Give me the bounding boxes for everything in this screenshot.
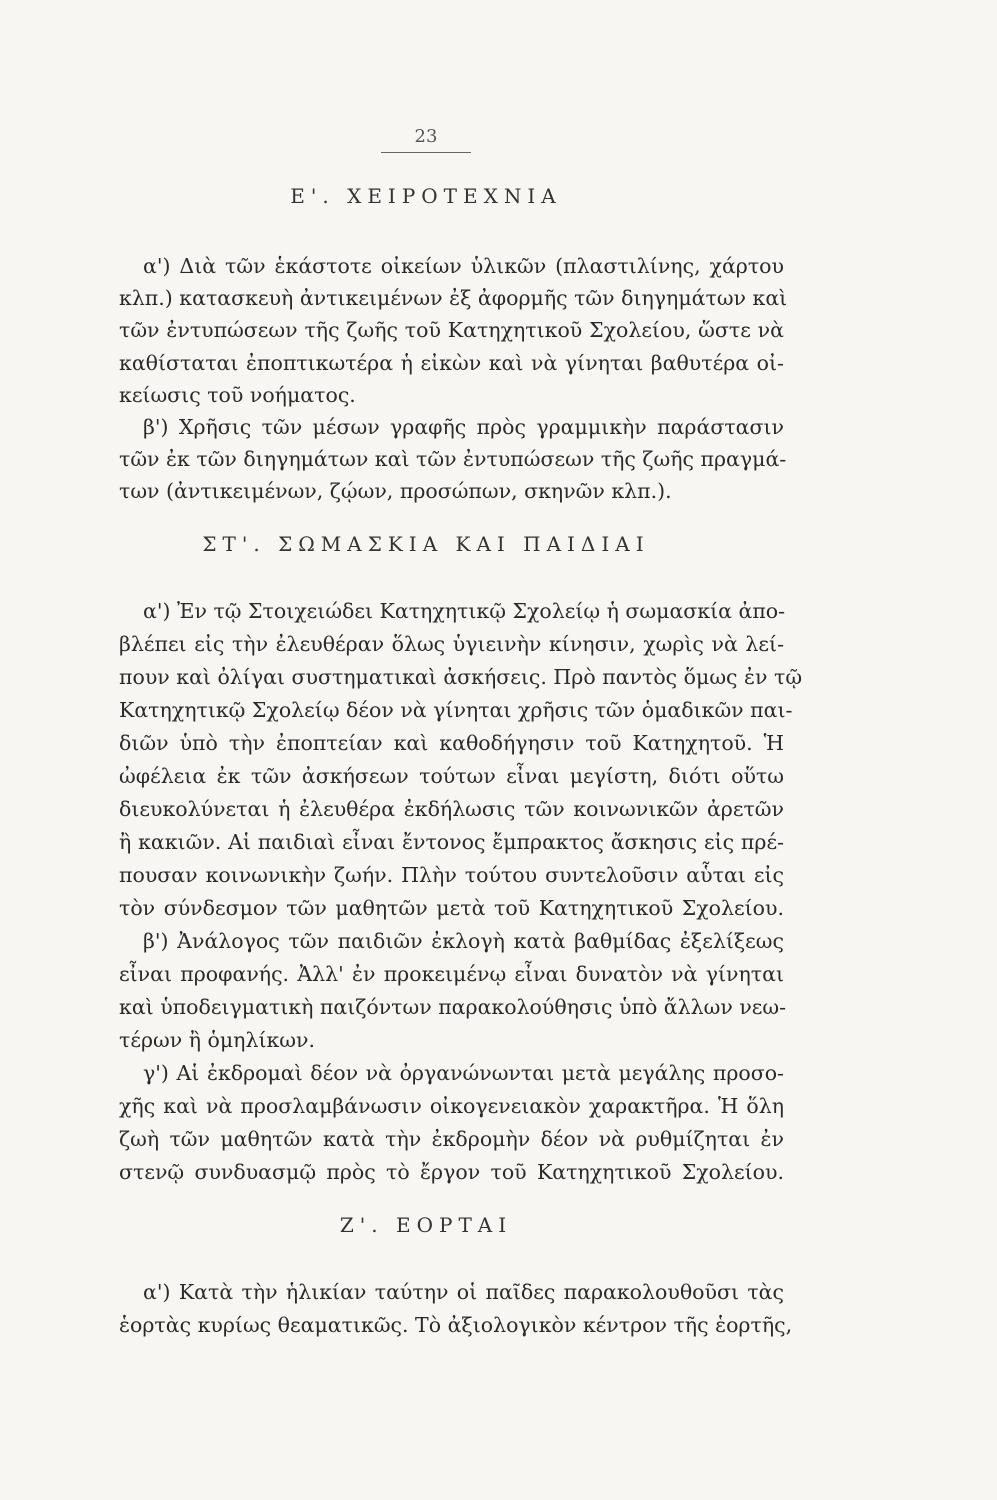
section-heading-somaskia: ΣΤ'. ΣΩΜΑΣΚΙΑ ΚΑΙ ΠΑΙΔΙΑΙ — [202, 532, 650, 556]
text-line: βλέπει εἰς τὴν ἐλευθέραν ὅλως ὑγιεινὴν κίνησιν, χωρὶς νὰ λεί- — [119, 632, 784, 656]
text-line: α') Διὰ τῶν ἑκάστοτε οἰκείων ὑλικῶν (πλαστιλίνης, χάρτου — [143, 254, 784, 278]
text-line: τῶν ἐντυπώσεων τῆς ζωῆς τοῦ Κατηχητικοῦ Σχολείου, ὥστε νὰ — [119, 318, 784, 342]
text-line: κλπ.) κατασκευὴ ἀντικειμένων ἐξ ἀφορμῆς τῶν διηγημάτων καὶ — [119, 286, 788, 310]
text-line: ἢ κακιῶν. Αἱ παιδιαὶ εἶναι ἔντονος ἔμπρακτος ἄσκησις εἰς πρέ- — [119, 830, 784, 854]
text-line: Κατηχητικῷ Σχολείῳ δέον νὰ γίνηται χρῆσις τῶν ὁμαδικῶν παι- — [119, 698, 793, 722]
text-line: διευκολύνεται ἡ ἐλευθέρα ἐκδήλωσις τῶν κοινωνικῶν ἀρετῶν — [119, 797, 784, 821]
text-line: εἶναι προφανής. Ἀλλ' ἐν προκειμένῳ εἶναι δυνατὸν νὰ γίνηται — [119, 962, 784, 986]
text-line: τέρων ἢ ὁμηλίκων. — [119, 1028, 315, 1052]
page-number: 23 — [414, 126, 438, 147]
section-heading-cheirotechnia: Ε'. ΧΕΙΡΟΤΕΧΝΙΑ — [290, 184, 562, 208]
text-line: κείωσις τοῦ νοήματος. — [119, 383, 356, 407]
text-line: ὠφέλεια ἐκ τῶν ἀσκήσεων τούτων εἶναι μεγίστη, διότι οὕτω — [119, 764, 784, 788]
text-line: β') Χρῆσις τῶν μέσων γραφῆς πρὸς γραμμικὴν παράστασιν — [143, 415, 784, 439]
text-line: ζωὴ τῶν μαθητῶν κατὰ τὴν ἐκδρομὴν δέον νὰ ρυθμίζηται ἐν — [119, 1127, 784, 1151]
text-line: πουν καὶ ὀλίγαι συστηματικαὶ ἀσκήσεις. Πρὸ παντὸς ὅμως ἐν τῷ — [119, 665, 803, 689]
text-line: πουσαν κοινωνικὴν ζωήν. Πλὴν τούτου συντελοῦσιν αὗται εἰς — [119, 863, 784, 887]
text-line: α') Ἐν τῷ Στοιχειώδει Κατηχητικῷ Σχολείῳ ἡ σωμασκία ἀπο- — [143, 599, 786, 623]
text-line: στενῷ συνδυασμῷ πρὸς τὸ ἔργον τοῦ Κατηχητικοῦ Σχολείου. — [119, 1160, 784, 1184]
text-line: καὶ ὑποδειγματικὴ παιζόντων παρακολούθησις ὑπὸ ἄλλων νεω- — [119, 995, 787, 1019]
text-line: των (ἀντικειμένων, ζῴων, προσώπων, σκηνῶν κλπ.). — [119, 479, 672, 503]
text-line: τὸν σύνδεσμον τῶν μαθητῶν μετὰ τοῦ Κατηχητικοῦ Σχολείου. — [119, 896, 784, 920]
text-line: γ') Αἱ ἐκδρομαὶ δέον νὰ ὀργανώνωνται μετὰ μεγάλης προσο- — [143, 1061, 784, 1085]
section-heading-eortai: Ζ'. ΕΟΡΤΑΙ — [339, 1213, 513, 1237]
text-line: καθίσταται ἐποπτικωτέρα ἡ εἰκὼν καὶ νὰ γίνηται βαθυτέρα οἰ- — [119, 351, 784, 375]
page-number-rule — [381, 152, 471, 153]
text-line: α') Κατὰ τὴν ἡλικίαν ταύτην οἱ παῖδες παρακολουθοῦσι τὰς — [143, 1280, 784, 1304]
text-line: χῆς καὶ νὰ προσλαμβάνωσιν οἰκογενειακὸν χαρακτῆρα. Ἡ ὅλη — [119, 1094, 784, 1118]
text-line: ἑορτὰς κυρίως θεαματικῶς. Τὸ ἀξιολογικὸν κέντρον τῆς ἑορτῆς, — [119, 1313, 793, 1337]
text-line: β') Ἀνάλογος τῶν παιδιῶν ἐκλογὴ κατὰ βαθμίδας ἐξελίξεως — [143, 929, 784, 953]
text-line: διῶν ὑπὸ τὴν ἐποπτείαν καὶ καθοδήγησιν τοῦ Κατηχητοῦ. Ἡ — [119, 731, 784, 755]
text-line: τῶν ἐκ τῶν διηγημάτων καὶ τῶν ἐντυπώσεων τῆς ζωῆς πραγμά- — [119, 447, 787, 471]
